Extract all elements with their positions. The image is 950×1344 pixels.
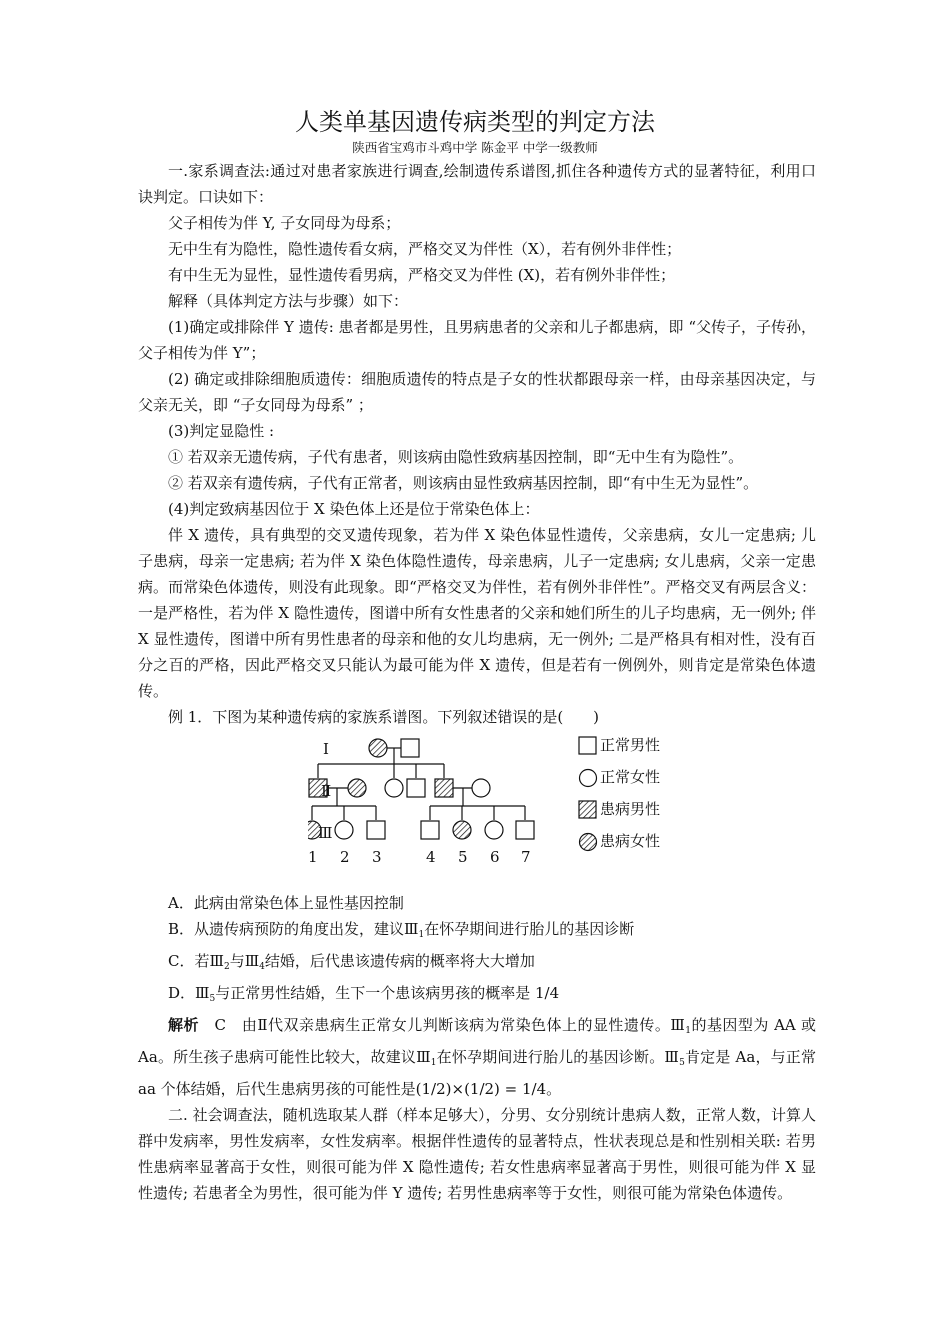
option-c-mid: 与Ⅲ [229, 952, 260, 970]
step-4: (4)判定致病基因位于 X 染色体上还是位于常染色体上： [168, 500, 540, 518]
analysis-paragraph [138, 1012, 816, 1102]
option-b-text: B．从遗传病预防的角度出发，建议Ⅲ [168, 920, 419, 938]
example-question: 例 1．下图为某种遗传病的家族系谱图。下列叙述错误的是( ) [168, 708, 600, 726]
pedigree-I-2-normal-male [401, 739, 419, 757]
step-3: (3)判定显隐性 : [168, 422, 275, 440]
pedigree-III-2-normal-female [335, 821, 353, 839]
generation-label-2: Ⅱ [321, 782, 332, 800]
analysis-sub-1: 1 [685, 1026, 691, 1036]
rhyme-line-3: 有中生无为显性，显性遗传看男病，严格交叉为伴性 (X)，若有例外非伴性； [168, 266, 676, 284]
individual-number-7: 7 [521, 848, 531, 866]
step-3a: ① 若双亲无遗传病，子代有患者，则该病由隐性致病基因控制，即“无中生有为隐性”。 [168, 448, 744, 466]
analysis-text-1: 由Ⅱ代双亲患病生正常女儿判断该病为常染色体上的显性遗传。Ⅲ [241, 1016, 686, 1034]
individual-number-4: 4 [426, 848, 436, 866]
pedigree-II-3-normal-female [385, 779, 403, 797]
generation-label-1: Ⅰ [323, 740, 329, 758]
option-d-text-end: 与正常男性结婚，生下一个患该病男孩的概率是 1/4 [215, 984, 560, 1002]
option-d-text: D．Ⅲ [168, 984, 210, 1002]
pedigree-figure [138, 734, 816, 884]
analysis-text-3: 在怀孕期间进行胎儿的基因诊断。Ⅲ [436, 1048, 680, 1066]
answer-letter: C [214, 1016, 226, 1034]
analysis-text-2: 的基因型为 AA 或 Aa。所生孩子患病可能性比较大，故建议Ⅲ [138, 1016, 816, 1066]
document-body [138, 158, 816, 1206]
pedigree-II-4-normal-male [407, 779, 425, 797]
affected-male-icon [578, 800, 598, 820]
normal-female-icon [578, 768, 598, 788]
analysis-sub-2: 1 [430, 1058, 437, 1068]
legend-normal-male-label: 正常男性 [600, 736, 661, 754]
option-b [138, 916, 816, 948]
pedigree-II-5-affected-male [435, 779, 453, 797]
author-line: 陕西省宝鸡市斗鸡中学 陈金平 中学一级教师 [352, 140, 598, 155]
option-c [138, 948, 816, 980]
option-b-sub: 1 [418, 930, 425, 940]
rhyme-line-2: 无中生有为隐性，隐性遗传看女病，严格交叉为伴性（X），若有例外非伴性； [168, 240, 682, 258]
pedigree-II-6-normal-female [472, 779, 490, 797]
section1-intro: 一.家系调查法:通过对患者家族进行调查,绘制遗传系谱图,抓住各种遗传方式的显著特征，利用口诀判定。口诀如下： [138, 162, 816, 206]
step-1: (1)确定或排除伴 Y 遗传: 患者都是男性，且男病患者的父亲和儿子都患病，即 “父传子，子传孙，父子相传为伴 Y”； [138, 318, 816, 362]
document-title: 人类单基因遗传病类型的判定方法 [295, 108, 655, 136]
pedigree-II-2-affected-female [348, 779, 366, 797]
option-c-sub1: 2 [223, 962, 230, 972]
option-c-text: C．若Ⅲ [168, 952, 224, 970]
section2-paragraph: 二. 社会调查法，随机选取某人群（样本足够大），分男、女分别统计患病人数，正常人数，计算人群中发病率，男性发病率，女性发病率。根据伴性遗传的显著特点，性状表现总是和性别相关联: 若男性患病率显著高于女性，则很可能为伴 X 隐性遗传; 若女性患病率显著高于男性，则很可能为伴 X 显性遗传; 若患者全为男性，很可能为伴 Y 遗传; 若男性患病率等于女性，则很可能为常染色体遗传。 [138, 1106, 816, 1202]
legend-normal-female-label: 正常女性 [600, 768, 661, 786]
pedigree-III-5-affected-female [453, 821, 471, 839]
individual-number-3: 3 [372, 848, 382, 866]
individual-number-6: 6 [490, 848, 500, 866]
explain-line: 解释（具体判定方法与步骤）如下： [168, 292, 409, 310]
analysis-text-4: 肯定是 Aa，与正常 aa 个体结婚，后代生患病男孩的可能性是(1/2)×(1/2) = 1/4。 [138, 1048, 816, 1098]
option-d [138, 980, 816, 1012]
option-d-sub: 5 [209, 994, 216, 1004]
option-b-text-end: 在怀孕期间进行胎儿的基因诊断 [424, 920, 635, 938]
step-2: (2) 确定或排除细胞质遗传：细胞质遗传的特点是子女的性状都跟母亲一样，由母亲基因决定，与父亲无关，即 “子女同母为母系” ； [138, 370, 816, 414]
normal-male-icon [578, 736, 598, 756]
rhyme-line-1: 父子相传为伴 Y, 子女同母为母系； [168, 214, 401, 232]
individual-number-5: 5 [458, 848, 468, 866]
legend-affected-female-label: 患病女性 [600, 832, 661, 850]
step-3b: ② 若双亲有遗传病，子代有正常者，则该病由显性致病基因控制，即“有中生无为显性”。 [168, 474, 759, 492]
analysis-sub-3: 5 [679, 1058, 685, 1068]
legend-affected-male-label: 患病男性 [600, 800, 661, 818]
affected-female-icon [578, 832, 598, 852]
step-4-text: 伴 X 遗传，具有典型的交叉遗传现象，若为伴 X 染色体显性遗传，父亲患病，女儿一定患病; 儿子患病，母亲一定患病; 若为伴 X 染色体隐性遗传，母亲患病，儿子一定患病; 女儿患病，父亲一定患病。而常染色体遗传，则没有此现象。即“严格交叉为伴性，若有例外非伴性”。严格交叉有两层含义：一是严格性，若为伴 X 隐性遗传，图谱中所有女性患者的父亲和她们所生的儿子均患病，无一例外; 伴 X 显性遗传，图谱中所有男性患者的母亲和他的女儿均患病，无一例外; 二是严格具有相对性，没有百分之百的严格，因此严格交叉只能认为最可能为伴 X 遗传，但是若有一例例外，则肯定是常染色体遗传。 [138, 526, 816, 700]
analysis-label: 解析 [168, 1016, 199, 1034]
individual-number-1: 1 [308, 848, 318, 866]
individual-number-2: 2 [340, 848, 350, 866]
option-c-sub2: 4 [259, 962, 265, 972]
option-c-text-end: 结婚，后代患该遗传病的概率将大大增加 [264, 952, 535, 970]
pedigree-III-6-normal-female [485, 821, 503, 839]
pedigree-III-4-normal-male [421, 821, 439, 839]
pedigree-III-3-normal-male [367, 821, 385, 839]
pedigree-I-1-affected-female [369, 739, 387, 757]
option-a: A．此病由常染色体上显性基因控制 [168, 894, 404, 912]
generation-label-3: Ⅲ [318, 824, 333, 842]
pedigree-III-7-normal-male [516, 821, 534, 839]
